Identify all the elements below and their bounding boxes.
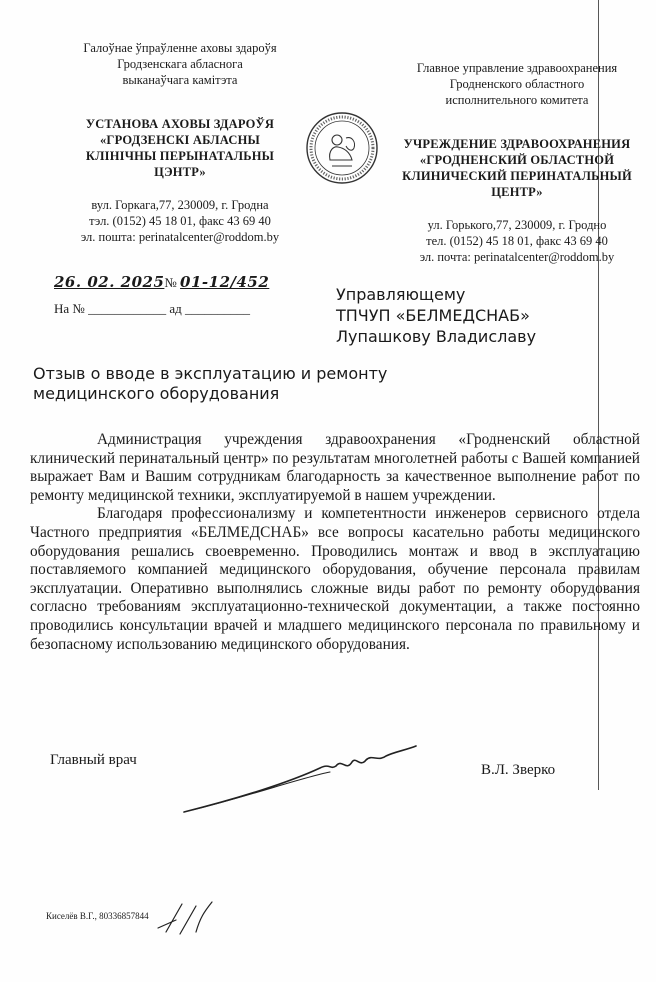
subject-block <box>33 364 387 404</box>
addressee-line: ТПЧУП «БЕЛМЕДСНАБ» <box>336 306 530 325</box>
executor-signature-image <box>156 898 226 938</box>
letter-body <box>30 431 640 654</box>
registration-date: 26. 02. 2025 <box>54 273 165 291</box>
body-paragraph: Благодаря профессионализму и компетентности инженеров сервисного отдела Частного предприятия «БЕЛМЕДСНАБ» все вопросы касательно работы медицинского оборудования решались своевременно. Проводились монтаж и ввод в эксплуатацию поставляемого компанией медицинского оборудования, обучение персонала правилам эксплуатации. Оперативно выполнялись сложные виды работ по ремонту оборудования согласно требованиям эксплуатационно-технической документации, а также постоянно проводились консультации врачей и младшего медицинского персонала по правильному и безопасному использованию медицинского оборудования. <box>30 505 640 653</box>
registration-line <box>54 273 314 292</box>
addressee-line: Лупашкову Владиславу <box>336 327 537 346</box>
signatory-name: В.Л. Зверко <box>481 762 556 778</box>
header-right-line: исполнительного комитета <box>445 93 589 107</box>
signature-image <box>180 738 420 818</box>
org-name-ru: УЧРЕЖДЕНИЕ ЗДРАВООХРАНЕНИЯ <box>403 137 631 151</box>
reference-line: На № ____________ ад __________ <box>54 301 250 316</box>
addressee-line: Управляющему <box>336 285 466 304</box>
registration-number: 01-12/452 <box>180 273 270 291</box>
reference-separator: ад <box>169 301 182 316</box>
executor-info: Киселёв В.Г., 80336857844 <box>46 911 149 921</box>
org-name-ru: КЛИНИЧЕСКИЙ ПЕРИНАТАЛЬНЫЙ <box>402 169 632 183</box>
address-be: вул. Горкага,77, 230009, г. Гродна <box>91 198 269 212</box>
header-left-line: Галоўнае ўпраўленне аховы здароўя <box>83 41 277 55</box>
phone-ru: тел. (0152) 45 18 01, факс 43 69 40 <box>426 234 608 248</box>
org-name-ru: ЦЕНТР» <box>491 185 543 199</box>
subject-line: Отзыв о вводе в эксплуатацию и ремонту <box>33 364 388 383</box>
header-right <box>382 60 652 265</box>
signatory-title: Главный врач <box>50 752 137 768</box>
phone-be: тэл. (0152) 45 18 01, факс 43 69 40 <box>89 214 271 228</box>
org-name-be: «ГРОДЗЕНСКІ АБЛАСНЫ <box>99 133 261 147</box>
org-name-be: УСТАНОВА АХОВЫ ЗДАРОЎЯ <box>85 117 275 131</box>
addressee-block <box>336 284 536 347</box>
subject-line: медицинского оборудования <box>33 384 280 403</box>
header-left-line: Гродзенскага абласнога <box>117 57 243 71</box>
body-paragraph: Администрация учреждения здравоохранения «Гродненский областной клинический перинатальный центр» по результатам многолетней работы с Вашей компанией выражает Вам и Вашим сотрудникам благодарность за качественное выполнение работ по ремонту медицинской техники, эксплуатируемой в нашем учреждении. <box>30 431 640 504</box>
header-right-line: Гродненского областного <box>449 77 585 91</box>
email-be: эл. пошта: perinatalcenter@roddom.by <box>80 230 280 244</box>
email-ru: эл. почта: perinatalcenter@roddom.by <box>419 250 615 264</box>
emblem-logo <box>304 110 380 186</box>
reference-label: На № <box>54 301 85 316</box>
header-left-line: выканаўчага камітэта <box>122 73 238 87</box>
org-name-be: ЦЭНТР» <box>154 165 206 179</box>
org-name-ru: «ГРОДНЕНСКИЙ ОБЛАСТНОЙ <box>419 153 615 167</box>
org-name-be: КЛІНІЧНЫ ПЕРЫНАТАЛЬНЫ <box>85 149 275 163</box>
header-right-line: Главное управление здравоохранения <box>416 61 618 75</box>
address-ru: ул. Горького,77, 230009, г. Гродно <box>427 218 607 232</box>
number-label: № <box>164 275 177 290</box>
header-left <box>30 40 330 245</box>
